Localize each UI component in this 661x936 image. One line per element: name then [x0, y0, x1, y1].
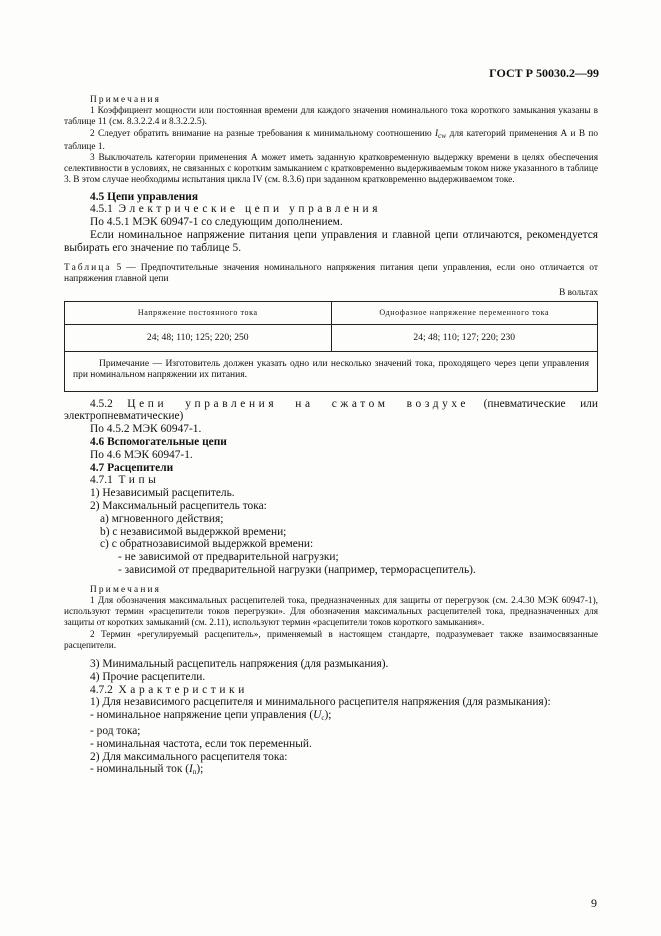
note-3: 3 Выключатель категории применения А может иметь заданную кратковременную выдержку времени в целях обеспечения селективности в условиях, не связанных с коротким замыканием с кратковременно выдерживаемым током ниже указанного в таблице 3. В этом случае необходимы испытания цикла IV (см. 8.3.6) при заданном кратковременно выдерживаемом токе. [64, 153, 598, 186]
list-item: 2) Для максимального расцепителя тока: [90, 750, 288, 763]
list-item: 1) Для независимого расцепителя и минимального расцепителя напряжения (для размыкания): [90, 696, 551, 709]
subsection-heading: 4.7.2 Характеристики [90, 683, 248, 696]
note-1: 1 Коэффициент мощности или постоянная времени для каждого значения номинального тока короткого замыкания указаны в таблице 11 (см. 8.3.2.2.4 и 8.3.2.2.5). [64, 106, 598, 128]
note-2: 2 Термин «регулируемый расцепитель», применяемый в настоящем стандарте, подразумевает также взаимосвязанные расцепители. [64, 629, 598, 651]
section-4-7-cont [64, 658, 598, 779]
table-cell: 24; 48; 110; 127; 220; 230 [331, 324, 598, 351]
paragraph: По 4.5.1 МЭК 60947-1 со следующим дополнением. [90, 216, 343, 229]
note-2: 2 Следует обратить внимание на разные требования к минимальному соотношению $I_{cw}$ для категорий применения А и В по таблице 1. [64, 128, 598, 152]
page-content [64, 95, 598, 779]
page-number: 9 [591, 896, 597, 910]
notes-block-1 [64, 95, 598, 187]
list-item: - не зависимой от предварительной нагрузки; [118, 551, 339, 564]
notes-heading: Примечания [90, 584, 162, 595]
list-item: 1) Независимый расцепитель. [90, 487, 235, 500]
table-units: В вольтах [559, 287, 598, 298]
subsection-heading: 4.7.1 Типы [90, 474, 160, 487]
paragraph: По 4.5.2 МЭК 60947-1. [90, 423, 202, 436]
list-item: - род тока; [90, 724, 141, 737]
table-header-cell: Напряжение постоянного тока [65, 301, 332, 324]
note-1: 1 Для обозначения максимальных расцепителей тока, предназначенных для защиты от перегрузок (см. 2.4.30 МЭК 60947-1), используют термин «расцепители токов перегрузки». Для обозначения максимальных расцепителей тока, предназначенных для защиты от коротких замыканий (см. 2.11), используют термин «расцепители токов короткого замыкания». [64, 595, 598, 629]
list-item: 4) Прочие расцепители. [90, 670, 206, 683]
paragraph: По 4.6 МЭК 60947-1. [90, 448, 193, 461]
list-item: a) мгновенного действия; [100, 512, 224, 525]
section-4-5-2 [64, 398, 598, 577]
section-title: 4.6 Вспомогательные цепи [90, 436, 227, 448]
subsection-heading: 4.5.1 Электрические цепи управления [90, 203, 382, 216]
list-item: 2) Максимальный расцепитель тока: [90, 499, 267, 512]
paragraph: Если номинальное напряжение питания цепи управления и главной цепи отличаются, рекомендуется выбирать его значение по таблице 5. [64, 229, 598, 254]
list-item: b) с независимой выдержкой времени; [100, 525, 287, 538]
list-item: - номинальное напряжение цепи управления (Uc); [90, 709, 332, 723]
table-header-cell: Однофазное напряжение переменного тока [331, 301, 598, 324]
document-header: ГОСТ Р 50030.2—99 [489, 66, 599, 80]
table-5 [64, 301, 598, 392]
list-item: - зависимой от предварительной нагрузки (например, терморасцепитель). [118, 563, 476, 576]
section-title: 4.5 Цепи управления [90, 190, 198, 203]
notes-block-2 [64, 585, 598, 652]
list-item: 3) Минимальный расцепитель напряжения (для размыкания). [90, 657, 389, 670]
table-note: Примечание — Изготовитель должен указать одно или несколько значений тока, проходящего через цепи управления при номинальном напряжении их питания. [65, 351, 598, 391]
table-cell: 24; 48; 110; 125; 220; 250 [65, 324, 332, 351]
subsection-heading: 4.5.2 Цепи управления на сжатом воздухе (пневматические или электропневматические) [64, 397, 598, 423]
table-caption: Таблица 5 — Предпочтительные значения номинального напряжения питания цепи управления, если оно отличается от напряжения главной цепи [64, 262, 598, 285]
list-item: - номинальный ток (In); [90, 763, 204, 777]
section-title: 4.7 Расцепители [90, 461, 174, 474]
list-item: - номинальная частота, если ток переменный. [90, 737, 312, 750]
section-4-5 [64, 191, 598, 255]
notes-heading: Примечания [90, 95, 162, 105]
list-item: c) с обратнозависимой выдержкой времени: [100, 538, 314, 551]
